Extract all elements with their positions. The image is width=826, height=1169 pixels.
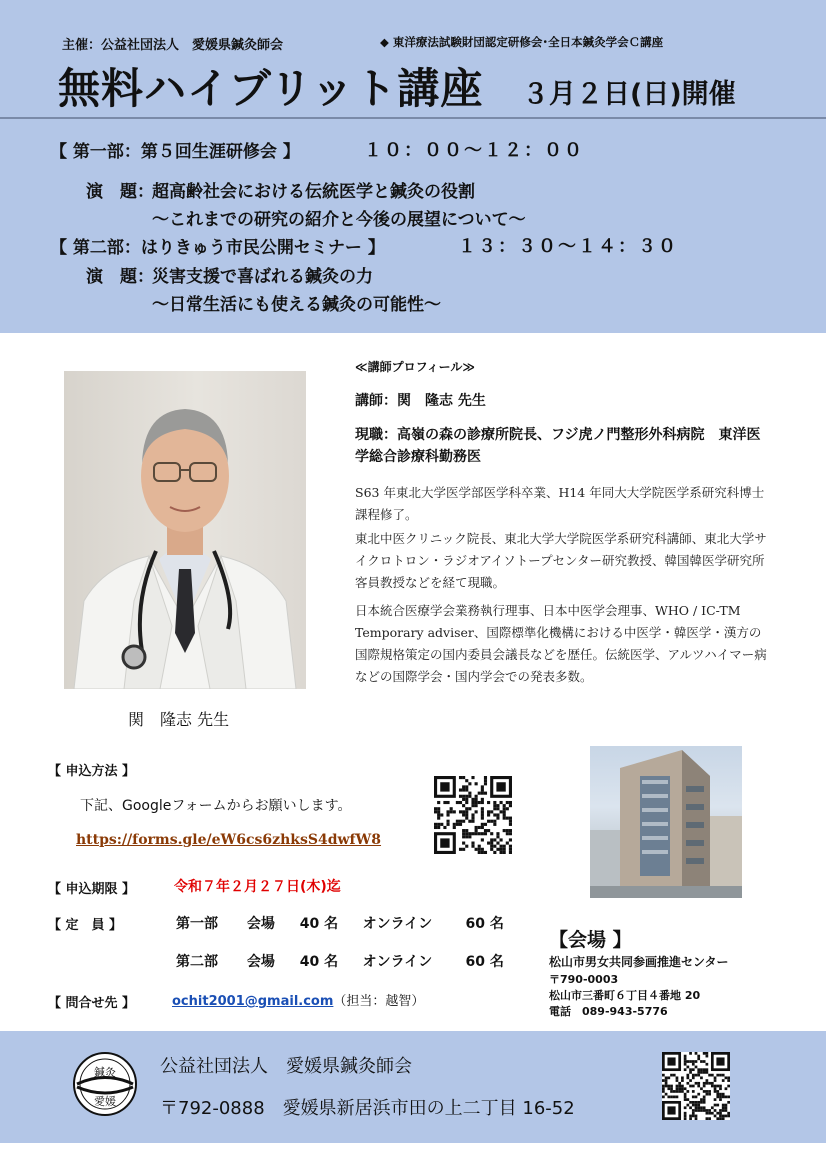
organizer-text: 主催：公益社団法人 愛媛県鍼灸師会	[62, 38, 284, 53]
speaker-caption: 関 隆志 先生	[128, 710, 230, 729]
part1-label: 【 第一部：第５回生涯研修会 】	[50, 142, 300, 162]
contact-person: （担当：越智）	[333, 994, 425, 1009]
contact-label: 【 問合せ先 】	[48, 996, 136, 1011]
capacity-part: 第一部	[176, 916, 218, 932]
venue-phone: 電話 089-943-5776	[549, 1005, 668, 1018]
method-label: 【 申込方法 】	[48, 764, 136, 779]
part1-subtitle: ～これまでの研究の紹介と今後の展望について～	[152, 210, 526, 230]
deadline-label: 【 申込期限 】	[48, 882, 136, 897]
capacity-part2	[176, 951, 504, 971]
capacity-part1	[176, 913, 504, 933]
deadline-date: 令和７年２月２７日(木)迄	[174, 879, 341, 895]
part1-time: １０：００～１２：００	[364, 140, 584, 161]
method-text: 下記、Googleフォームからお願いします。	[80, 798, 352, 814]
form-link[interactable]: https://forms.gle/eW6cs6zhksS4dwfW8	[76, 832, 382, 848]
capacity-venue: 会場	[246, 916, 275, 932]
footer-qr-code[interactable]	[662, 1052, 730, 1120]
bio-roles: 日本統合医療学会業務執行理事、日本中医学会理事、WHO / IC-TM Temporary adviser、国際標準化機構における中医学・韓医学・漢方の国際規格策定の国内委員会議長などを歴任。伝統医学、アルツハイマー病などの国際学会・国内学会での発表多数。	[355, 603, 767, 684]
event-date: ３月２日(日)開催	[522, 79, 736, 110]
header-band	[0, 0, 826, 118]
venue-photo	[590, 746, 742, 898]
part2-time: １３：３０～１４：３０	[458, 236, 678, 257]
part2-topic-label: 演 題：	[86, 267, 154, 287]
bio-career: 東北中医クリニック院長、東北大学大学院医学系研究科講師、東北大学サイクロトロン・ラジオアイソトープセンター研究教授、韓国韓医学研究所客員教授などを経て現職。	[355, 531, 767, 590]
venue-name: 松山市男女共同参画推進センター	[549, 955, 729, 969]
footer-org: 公益社団法人 愛媛県鍼灸師会	[160, 1056, 412, 1077]
venue-postal: 〒790-0003	[549, 973, 619, 986]
profile-heading: ≪講師プロフィール≫	[355, 360, 475, 374]
bio-education: S63 年東北大学医学部医学科卒業、H14 年同大大学院医学系研究科博士課程修了。	[355, 485, 765, 522]
venue-address: 松山市三番町６丁目４番地 20	[549, 989, 701, 1002]
program-section	[0, 119, 826, 333]
association-emblem	[72, 1051, 138, 1117]
page-title: 無料ハイブリット講座	[58, 64, 484, 113]
part2-subtitle: ～日常生活にも使える鍼灸の可能性～	[152, 295, 441, 315]
speaker-name: 講師：関 隆志 先生	[355, 393, 486, 409]
accreditation-text: ◆ 東洋療法試験財団認定研修会･全日本鍼灸学会Ｃ講座	[380, 35, 664, 49]
contact-line	[172, 990, 424, 1009]
venue-heading: 【会場 】	[549, 929, 632, 951]
emblem-bottom-text: 愛媛	[94, 1095, 116, 1108]
part1-topic: 超高齢社会における伝統医学と鍼灸の役割	[152, 182, 475, 202]
part2-topic: 災害支援で喜ばれる鍼灸の力	[152, 267, 373, 287]
capacity-label: 【 定 員 】	[48, 918, 123, 933]
capacity-online-count: 60 名	[465, 916, 504, 932]
form-qr-code[interactable]	[434, 776, 512, 854]
part1-topic-label: 演 題：	[86, 182, 154, 202]
part2-label: 【 第二部：はりきゅう市民公開セミナー 】	[50, 238, 385, 258]
speaker-photo	[64, 371, 306, 689]
capacity-online-count: 60 名	[465, 954, 504, 970]
capacity-venue: 会場	[246, 954, 275, 970]
capacity-online: オンライン	[362, 954, 433, 970]
capacity-online: オンライン	[362, 916, 433, 932]
capacity-venue-count: 40 名	[299, 954, 339, 970]
contact-email[interactable]: ochit2001@gmail.com	[172, 994, 334, 1009]
speaker-position: 現職：高嶺の森の診療所院長、フジ虎ノ門整形外科病院 東洋医学総合診療科勤務医	[355, 427, 761, 465]
capacity-venue-count: 40 名	[299, 916, 339, 932]
footer-address: 〒792-0888 愛媛県新居浜市田の上二丁目 16-52	[160, 1098, 575, 1119]
emblem-top-text: 鍼灸	[94, 1066, 116, 1079]
capacity-part: 第二部	[176, 954, 218, 970]
